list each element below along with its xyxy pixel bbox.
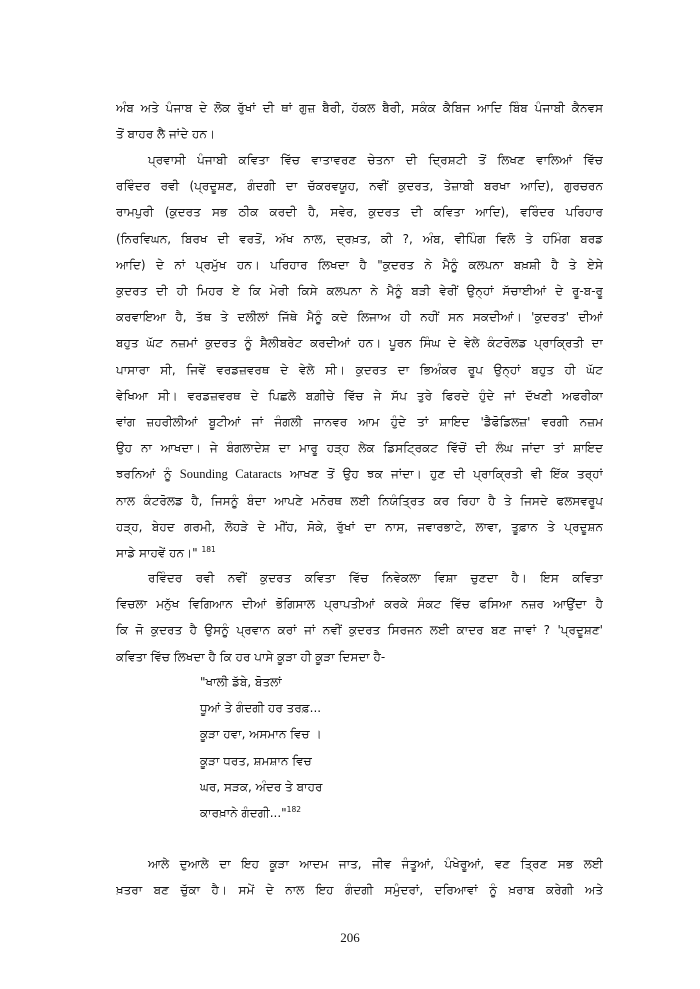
paragraph-ravinder-ravi bbox=[116, 565, 603, 670]
poem-line bbox=[200, 800, 322, 826]
text-line: ਕਵਿਤਾ ਵਿੱਚ ਲਿਖਦਾ ਹੈ ਕਿ ਹਰ ਪਾਸੇ ਕੂੜਾ ਹੀ ਕੂੜਾ ਦਿਸਦਾ ਹੈ- bbox=[116, 649, 386, 664]
paragraph-continuation bbox=[116, 95, 603, 147]
text-line: ਵਿਚਲਾ ਮਨੁੱਖ ਵਿਗਿਆਨ ਦੀਆਂ ਭੋਗਿਸਾਲ ਪ੍ਰਾਪਤੀਆਂ ਕਰਕੇ ਸੰਕਟ ਵਿੱਚ ਫਸਿਆ ਨਜ਼ਰ ਆਉਂਦਾ ਹੈ bbox=[116, 597, 603, 612]
paragraph-diaspora-poetry bbox=[116, 147, 603, 566]
text-line: ਬਹੁਤ ਘੱਟ ਨਜ਼ਮਾਂ ਕੁਦਰਤ ਨੂੰ ਸੈਲੀਬਰੇਟ ਕਰਦੀਆਂ ਹਨ। ਪੂਰਨ ਸਿੰਘ ਦੇ ਵੇਲੇ ਕੰਟਰੋਲਡ ਪ੍ਰਾਕ੍ਰਿਤੀ ਦਾ bbox=[116, 336, 603, 351]
footnote-marker: 181 bbox=[201, 545, 216, 555]
poem-line: ਘਰ, ਸੜਕ, ਅੰਦਰ ਤੇ ਬਾਹਰ bbox=[200, 779, 323, 794]
text-line-with-english bbox=[116, 461, 603, 487]
poem-line: ਕੂੜਾ ਹਵਾ, ਅਸਮਾਨ ਵਿਚ । bbox=[200, 727, 322, 742]
text-line: ਰਾਮਪੁਰੀ (ਕੁਦਰਤ ਸਭ ਠੀਕ ਕਰਦੀ ਹੈ, ਸਵੇਰ, ਕੁਦਰਤ ਦੀ ਕਵਿਤਾ ਆਦਿ), ਵਰਿੰਦਰ ਪਰਿਹਾਰ bbox=[116, 205, 603, 220]
text-line: ਆਦਿ) ਦੇ ਨਾਂ ਪ੍ਰਮੁੱਖ ਹਨ। ਪਰਿਹਾਰ ਲਿਖਦਾ ਹੈ "ਕੁਦਰਤ ਨੇ ਮੈਨੂੰ ਕਲਪਨਾ ਬਖ਼ਸ਼ੀ ਹੈ ਤੇ ਏਸੇ bbox=[116, 257, 603, 272]
footnote-marker: 182 bbox=[286, 805, 301, 815]
text-line: ਨਾਲ ਕੰਟਰੋਲਡ ਹੈ, ਜਿਸਨੂੰ ਬੰਦਾ ਆਪਣੇ ਮਨੋਰਥ ਲਈ ਨਿਯੰਤ੍ਰਿਤ ਕਰ ਰਿਹਾ ਹੈ ਤੇ ਜਿਸਦੇ ਫਲਸਵਰੂਪ bbox=[116, 493, 603, 508]
text-line: ਹੜ੍ਹ, ਬੇਹਦ ਗਰਮੀ, ਲੋਹੜੇ ਦੇ ਮੀਂਹ, ਸੋਕੇ, ਰੁੱਖਾਂ ਦਾ ਨਾਸ, ਜਵਾਰਭਾਟੇ, ਲਾਵਾ, ਤੂਫ਼ਾਨ ਤੇ ਪ੍ਰਦੂਸ਼ਨ bbox=[116, 519, 603, 534]
poem-line: ਕੂੜਾ ਧਰਤ, ਸ਼ਮਸ਼ਾਨ ਵਿਚ bbox=[200, 753, 312, 768]
text-line: ਤੋਂ ਬਾਹਰ ਲੈ ਜਾਂਦੇ ਹਨ। bbox=[116, 127, 215, 142]
text-line: ਪਾਸਾਰਾ ਸੀ, ਜਿਵੇਂ ਵਰਡਜ਼ਵਰਥ ਦੇ ਵੇਲੇ ਸੀ। ਕੁਦਰਤ ਦਾ ਭਿਅੰਕਰ ਰੂਪ ਉਨ੍ਹਾਂ ਬਹੁਤ ਹੀ ਘੱਟ bbox=[116, 362, 603, 377]
paragraph-garbage-threat bbox=[116, 851, 603, 903]
text-line: ਰਵਿੰਦਰ ਰਵੀ (ਪ੍ਰਦੂਸ਼ਣ, ਗੰਦਗੀ ਦਾ ਚੱਕਰਵਯੂਹ, ਨਵੀਂ ਕੁਦਰਤ, ਤੇਜ਼ਾਬੀ ਬਰਖਾ ਆਦਿ), ਗੁਰਚਰਨ bbox=[116, 179, 603, 194]
text-line: ਵਾਂਗ ਜ਼ਹਰੀਲੀਆਂ ਬੂਟੀਆਂ ਜਾਂ ਜੰਗਲੀ ਜਾਨਵਰ ਆਮ ਹੁੰਦੇ ਤਾਂ ਸ਼ਾਇਦ 'ਡੈਫੋਡਿਲਜ਼' ਵਰਗੀ ਨਜ਼ਮ bbox=[116, 415, 603, 430]
text-segment: ਆਖਣ ਤੋਂ ਉਹ ਝਕ ਜਾਂਦਾ। ਹੁਣ ਦੀ ਪ੍ਰਾਕ੍ਰਿਤੀ ਵੀ ਇੱਕ ਤਰ੍ਹਾਂ bbox=[290, 467, 603, 482]
text-segment: ਕਾਰਖ਼ਾਨੇ ਗੰਦਗੀ..." bbox=[200, 806, 287, 821]
poem-line: "ਖਾਲੀ ਡੱਬੇ, ਬੋਤਲਾਂ bbox=[200, 675, 282, 689]
text-line: ਪ੍ਰਵਾਸੀ ਪੰਜਾਬੀ ਕਵਿਤਾ ਵਿੱਚ ਵਾਤਾਵਰਣ ਚੇਤਨਾ ਦੀ ਦ੍ਰਿਸ਼ਟੀ ਤੋਂ ਲਿਖਣ ਵਾਲਿਆਂ ਵਿੱਚ bbox=[148, 153, 603, 167]
poem-line: ਧੂਆਂ ਤੇ ਗੰਦਗੀ ਹਰ ਤਰਫ਼... bbox=[200, 701, 322, 716]
text-segment: ਝਰਨਿਆਂ ਨੂੰ bbox=[116, 467, 172, 482]
poem-quote bbox=[200, 669, 322, 826]
text-segment: ਸਾਡੇ ਸਾਹਵੇਂ ਹਨ।" bbox=[116, 546, 198, 561]
text-line: ਕਿ ਜੋ ਕੁਦਰਤ ਹੈ ਉਸਨੂੰ ਪ੍ਰਵਾਨ ਕਰਾਂ ਜਾਂ ਨਵੀਂ ਕੁਦਰਤ ਸਿਰਜਨ ਲਈ ਕਾਦਰ ਬਣ ਜਾਵਾਂ ? 'ਪ੍ਰਦੂਸ਼ਣ' bbox=[116, 623, 603, 638]
text-line: ਰਵਿੰਦਰ ਰਵੀ ਨਵੀਂ ਕੁਦਰਤ ਕਵਿਤਾ ਵਿੱਚ ਨਿਵੇਕਲਾ ਵਿਸ਼ਾ ਚੁਣਦਾ ਹੈ। ਇਸ ਕਵਿਤਾ bbox=[148, 571, 603, 585]
page-number: 206 bbox=[340, 930, 360, 945]
text-line: (ਨਿਰਵਿਘਨ, ਬਿਰਖ ਦੀ ਵਰਤੋਂ, ਅੱਖ ਨਾਲ, ਦ੍ਰਖ਼ਤ, ਕੀ ?, ਅੰਬ, ਵੀਪਿੰਗ ਵਿਲੋ ਤੇ ਹਮਿੰਗ ਬਰਡ bbox=[116, 231, 603, 246]
text-line: ਅੰਬ ਅਤੇ ਪੰਜਾਬ ਦੇ ਲੋਕ ਰੁੱਖਾਂ ਦੀ ਥਾਂ ਗੁਜ਼ ਬੈਰੀ, ਹੱਕਲ ਬੈਰੀ, ਸਕੰਕ ਕੈਬਿਜ ਆਦਿ ਬਿੰਬ ਪੰਜਾਬੀ ਕੈਨਵਸ bbox=[116, 101, 603, 115]
text-line bbox=[116, 540, 603, 566]
text-line: ਕੁਦਰਤ ਦੀ ਹੀ ਮਿਹਰ ਏ ਕਿ ਮੇਰੀ ਕਿਸੇ ਕਲਪਨਾ ਨੇ ਮੈਨੂੰ ਬੜੀ ਵੇਰੀਂ ਉਨ੍ਹਾਂ ਸੱਚਾਈਆਂ ਦੇ ਰੂ-ਬ-ਰੂ bbox=[116, 284, 603, 299]
text-line: ਖ਼ਤਰਾ ਬਣ ਚੁੱਕਾ ਹੈ। ਸਮੇਂ ਦੇ ਨਾਲ ਇਹ ਗੰਦਗੀ ਸਮੁੰਦਰਾਂ, ਦਰਿਆਵਾਂ ਨੂੰ ਖ਼ਰਾਬ ਕਰੇਗੀ ਅਤੇ bbox=[116, 883, 603, 898]
text-line: ਆਲੇ ਦੁਆਲੇ ਦਾ ਇਹ ਕੂੜਾ ਆਦਮ ਜਾਤ, ਜੀਵ ਜੰਤੂਆਂ, ਪੰਖੇਰੂਆਂ, ਵਣ ਤ੍ਰਿਣ ਸਭ ਲਈ bbox=[148, 857, 603, 871]
text-line: ਵੇਖਿਆ ਸੀ। ਵਰਡਜ਼ਵਰਥ ਦੇ ਪਿਛਲੇ ਬਗ਼ੀਚੇ ਵਿੱਚ ਜੇ ਸੱਪ ਤੁਰੇ ਫਿਰਦੇ ਹੁੰਦੇ ਜਾਂ ਦੱਖਣੀ ਅਫਰੀਕਾ bbox=[116, 388, 603, 403]
text-line: ਉਹ ਨਾ ਆਖਦਾ। ਜੇ ਬੰਗਲਾਦੇਸ਼ ਦਾ ਮਾਰੂ ਹੜ੍ਹ ਲੇਕ ਡਿਸਟ੍ਰਿਕਟ ਵਿੱਚੋਂ ਦੀ ਲੰਘ ਜਾਂਦਾ ਤਾਂ ਸ਼ਾਇਦ bbox=[116, 441, 603, 456]
text-line: ਕਰਵਾਇਆ ਹੈ, ਤੱਥ ਤੇ ਦਲੀਲਾਂ ਜਿੱਥੇ ਮੈਨੂੰ ਕਦੇ ਲਿਜਾਅ ਹੀ ਨਹੀਂ ਸਨ ਸਕਦੀਆਂ। 'ਕੁਦਰਤ' ਦੀਆਂ bbox=[116, 310, 603, 325]
english-phrase: Sounding Cataracts bbox=[179, 467, 282, 482]
